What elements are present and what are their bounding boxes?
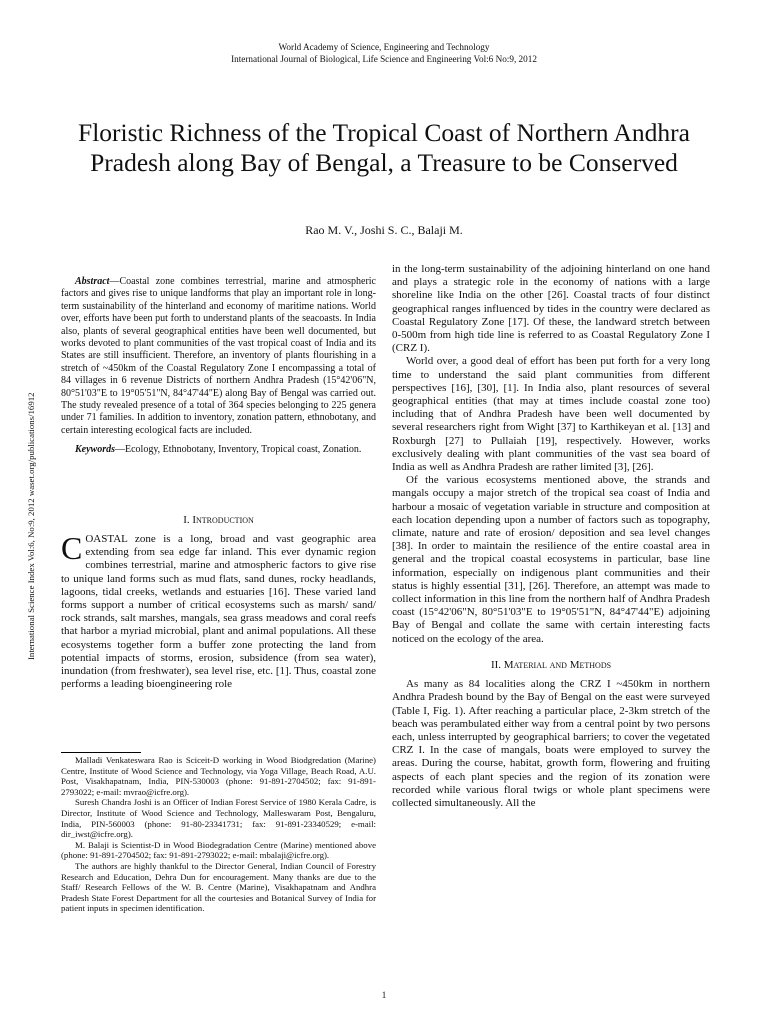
header-line-1: World Academy of Science, Engineering and Technology <box>278 42 490 52</box>
paragraph: Of the various ecosystems mentioned above, the strands and mangals occupy a major stretch of the tropical sea coast of India and harbour a mosaic of vegetation variable in structure and composition at each location depending upon a number of factors such as topography, climate, nature and rate of erosion/ deposition and sea level changes [38]. In order to maintain the resilience of the entire coastal area in general and the tropical coastal ecosystems in particular, base line information, especially on indigenous plant communities and their status is highly essential [31], [26]. Therefore, an attempt was made to collect information in this line from the northern half of Andhra Pradesh coast (15°42'06"N, 80°51'03"E to 19°05'51"N, 84°47'44"E) adjoining Bay of Bengal and collate the same with certain interesting facts noticed on the ecology of the area. <box>392 474 711 645</box>
paragraph: As many as 84 localities along the CRZ I ~450km in northern Andhra Pradesh bound by the Bay of Bengal on the east were surveyed (Table I, Fig. 1). After reaching a particular place, 2-3km stretch of the beach was perambulated either way from a central point by two persons each, unless interrupted by geographical barriers; to cover the vegetated CRZ I. In the case of mangals, boats were employed to survey the areas. During the course, habitat, growth form, flowering and fruiting aspects of each plant species and the region of its zonation were recorded while various floral twigs or whole plant specimens were collected simultaneously. All the <box>392 678 710 809</box>
abstract-label: Abstract <box>75 276 110 287</box>
footnote-rule <box>61 752 141 753</box>
introduction-body <box>61 530 376 691</box>
paragraph: in the long-term sustainability of the adjoining hinterland on one hand and plays a strategic role in the economy of nations with a large shoreline like India on the other [26]. Coastal tracts of four distinct geographical ranges influenced by tides in the country were declared as Coastal Regulatory Zone [17]. Of these, the landward stretch between 0-500m from high tide line is referred to as Coastal Regulatory Zone I (CRZ I). <box>392 263 710 355</box>
side-index-text: International Science Index Vol:6, No:9, 2012 waset.org/publications/16912 <box>26 392 36 660</box>
footnote-2: Suresh Chandra Joshi is an Officer of Indian Forest Service of 1980 Kerala Cadre, is Director, Institute of Wood Science and Technology, Malleswaram Post, Bengaluru, India, PIN-560003 (phone: 91-80-23341731; fax: 91-891-23340529; e-mail: dir_iwst@icfre.org). <box>61 797 376 840</box>
section-1-heading: I. Introduction <box>183 514 254 526</box>
footnotes <box>61 755 376 914</box>
section-2-heading: II. Material and Methods <box>490 658 612 671</box>
footnote-1: Malladi Venkateswara Rao is Sciceit-D working in Wood Biodgredation (Marine) Centre, Institute of Wood Science and Technology, via Yoga Village, Beach Road, A.U. Post, Visakhapatnam, India, PIN-530003 (phone: 91-891-2704502; fax: 91-891-2793022; e-mail: mvrao@icfre.org). <box>61 755 376 797</box>
paragraph: World over, a good deal of effort has been put forth for a very long time to understand the said plant communities from different perspectives [16], [30], [1]. In India also, plant resources of several geographical entities (that may at times include coastal zone too) including that of Andhra Pradesh have been well documented by several researchers right from Wight [37] to Karthikeyan et al. [13] and Roxburgh [27] to Pullaiah [19], respectively. However, works exclusively dealing with plant communities of the vast sea board of India as well as Andhra Pradesh are rather limited [3], [26]. <box>392 355 710 474</box>
abstract-text: —Coastal zone combines terrestrial, marine and atmospheric factors and gives rise to unique landforms that play an important role in long-term sustainability of the hinterland and economy of maritime nations. World over, efforts have been put forth to understand plants of the seacoasts. In India also, plants of several geographical entities have been well documented, but works devoted to plant communities of the vast tropical coast of India and its States are still insufficient. Therefore, an inventory of plants flourishing in a stretch of ~450km of the Coastal Regulatory Zone I encompassing a total of 84 villages in 6 revenue Districts of northern Andhra Pradesh (15°42'06"N, 80°51'03"E to 19°05'51"N, 84°47'44"E) along Bay of Bengal was carried out. The study revealed presence of a total of 364 species belonging to 225 genera under 71 families. In addition to inventory, zonation pattern, ethnobotany, and certain interesting ecological facts are included. <box>61 276 376 436</box>
keywords-label: Keywords <box>75 444 115 456</box>
paper-title: Floristic Richness of the Tropical Coast of Northern Andhra Pradesh along Bay of Bengal, a Treasure to be Conserved <box>78 118 690 177</box>
header-line-2: International Journal of Biological, Life Science and Engineering Vol:6 No:9, 2012 <box>231 54 537 64</box>
page-number: 1 <box>381 990 387 1000</box>
footnote-3: M. Balaji is Scientist-D in Wood Biodegradation Centre (Marine) mentioned above (phone: 91-891-2704502; fax: 91-891-2793022; e-mail: mbalaji@icfre.org). <box>61 839 376 861</box>
keywords-text: —Ecology, Ethnobotany, Inventory, Tropical coast, Zonation. <box>115 444 362 456</box>
drop-cap: C <box>61 530 83 566</box>
introduction-text: OASTAL zone is a long, broad and vast geographic area extending from sea edge far inland. This ever dynamic region combines terrestrial, marine and atmospheric factors to give rise to unique land forms such as mud flats, sand dunes, rocky headlands, lagoons, tidal creeks, wetlands and estuaries [16]. These varied land forms support a number of critical ecosystems such as marsh/ sand/ rock strands, salt marshes, mangals, sea grass meadows and coral reefs that harbor a myriad microbial, plant and animal populations. All these ecosystems together form a buffer zone protecting the land from potential impacts of storms, erosion, subsidence (from sea water), inundation (from freshwater), sea level rise, etc. [1]. Thus, coastal zone performs a leading bioengineering role <box>61 533 376 691</box>
abstract-block <box>61 276 376 457</box>
footnote-4: The authors are highly thankful to the Director General, Indian Council of Forestry Research and Education, Dehra Dun for encouragement. Many thanks are due to the Staff/ Research Fellows of the W. B. Centre (Marine), Visakhapatnam and Andhra Pradesh State Forest Department for all the courtesies and Botanical Survey of India for patient inputs in specimen identification. <box>61 860 376 914</box>
right-column-body <box>392 263 710 810</box>
author-list: Rao M. V., Joshi S. C., Balaji M. <box>305 223 463 237</box>
journal-header <box>0 41 768 65</box>
